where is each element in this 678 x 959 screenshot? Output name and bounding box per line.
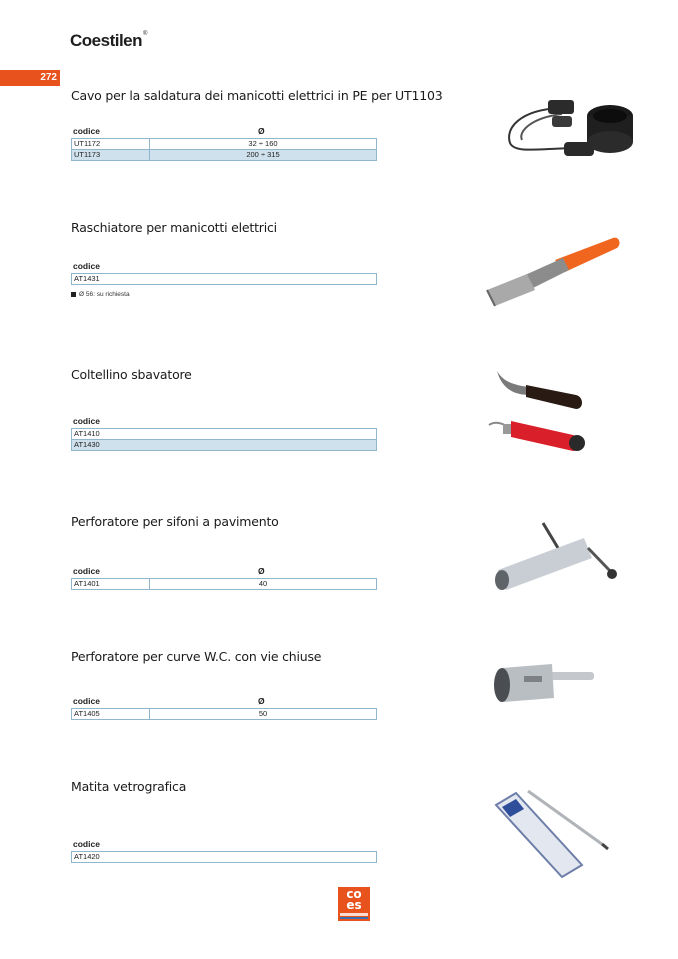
col-code-header: codice bbox=[73, 126, 100, 136]
code-cell: UT1173 bbox=[72, 150, 150, 161]
section-floor-drain-drill bbox=[71, 514, 379, 590]
col-code-header: codice bbox=[73, 696, 100, 706]
table-header bbox=[71, 261, 379, 273]
col-code-header: codice bbox=[73, 839, 100, 849]
floor-drain-drill-image bbox=[488, 518, 623, 593]
code-table bbox=[71, 273, 377, 285]
code-cell: UT1172 bbox=[72, 139, 150, 150]
wc-bend-drill-image bbox=[488, 658, 598, 708]
table-row bbox=[72, 150, 377, 161]
table-header bbox=[71, 566, 379, 578]
footer-logo-line1: co bbox=[346, 887, 362, 901]
section-glass-pencil bbox=[71, 779, 379, 863]
value-cell: 200 ÷ 315 bbox=[150, 150, 377, 161]
table-row bbox=[72, 429, 377, 440]
code-table bbox=[71, 138, 377, 161]
code-table bbox=[71, 428, 377, 451]
section-title: Coltellino sbavatore bbox=[71, 367, 192, 382]
note-bullet-icon bbox=[71, 292, 76, 297]
code-table bbox=[71, 578, 377, 590]
footer-logo bbox=[338, 887, 370, 921]
deburring-knife-black-image bbox=[492, 365, 592, 415]
table-row bbox=[72, 139, 377, 150]
code-cell: AT1410 bbox=[72, 429, 377, 440]
deburring-knife-red-image bbox=[485, 415, 595, 460]
table-header bbox=[71, 696, 379, 708]
brand-mark: ® bbox=[143, 31, 147, 37]
footer-logo-line2: es bbox=[346, 898, 362, 912]
footer-logo-strip bbox=[340, 917, 368, 919]
brand-name: Coestilen bbox=[70, 31, 143, 50]
footer-logo-bar bbox=[340, 913, 368, 916]
scraper-image bbox=[485, 230, 625, 310]
table-header bbox=[71, 126, 379, 138]
value-cell: 40 bbox=[150, 579, 377, 590]
note-text: Ø 56: su richiesta bbox=[79, 291, 130, 298]
table-row bbox=[72, 709, 377, 720]
table-row bbox=[72, 440, 377, 451]
code-cell: AT1430 bbox=[72, 440, 377, 451]
section-deburring-knife bbox=[71, 367, 379, 451]
page-number-tab: 272 bbox=[0, 70, 60, 86]
welding-cable-image bbox=[500, 88, 640, 173]
section-title: Raschiatore per manicotti elettrici bbox=[71, 220, 277, 235]
value-cell: 50 bbox=[150, 709, 377, 720]
brand-logo bbox=[70, 31, 147, 51]
table-header bbox=[71, 839, 379, 851]
table-header bbox=[71, 416, 379, 428]
col-diameter-header: Ø bbox=[258, 126, 265, 136]
code-table bbox=[71, 851, 377, 863]
section-title: Perforatore per sifoni a pavimento bbox=[71, 514, 279, 529]
code-table bbox=[71, 708, 377, 720]
table-row bbox=[72, 852, 377, 863]
section-wc-bend-drill bbox=[71, 649, 379, 720]
code-cell: AT1431 bbox=[72, 274, 377, 285]
col-code-header: codice bbox=[73, 261, 100, 271]
code-cell: AT1405 bbox=[72, 709, 150, 720]
section-scraper bbox=[71, 220, 379, 298]
value-cell: 32 ÷ 160 bbox=[150, 139, 377, 150]
code-cell: AT1401 bbox=[72, 579, 150, 590]
col-diameter-header: Ø bbox=[258, 696, 265, 706]
col-diameter-header: Ø bbox=[258, 566, 265, 576]
section-title: Perforatore per curve W.C. con vie chiuse bbox=[71, 649, 322, 664]
availability-note bbox=[71, 291, 379, 298]
section-title: Cavo per la saldatura dei manicotti elettrici in PE per UT1103 bbox=[71, 88, 443, 103]
col-code-header: codice bbox=[73, 416, 100, 426]
table-row bbox=[72, 579, 377, 590]
table-row bbox=[72, 274, 377, 285]
section-title: Matita vetrografica bbox=[71, 779, 187, 794]
section-cable bbox=[71, 88, 443, 161]
code-cell: AT1420 bbox=[72, 852, 377, 863]
col-code-header: codice bbox=[73, 566, 100, 576]
glass-pencil-image bbox=[492, 785, 612, 880]
